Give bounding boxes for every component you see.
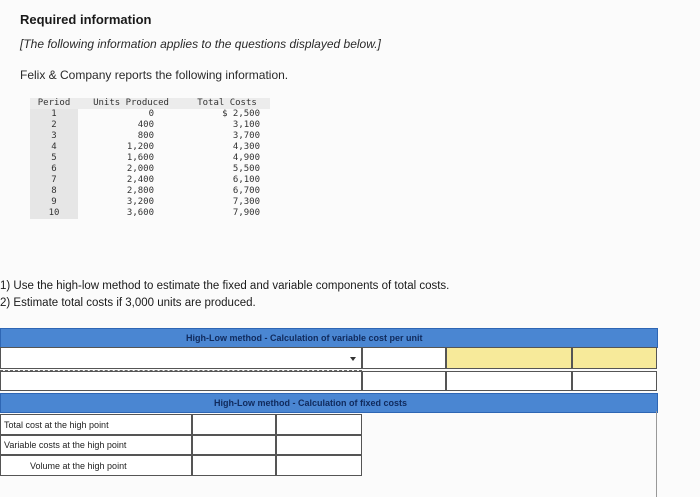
period-cell: 9 (30, 197, 78, 208)
fixed-cost-title: High-Low method - Calculation of fixed costs (214, 398, 408, 408)
units-cell: 2,000 (126, 164, 154, 174)
variable-row1-result-2[interactable] (572, 347, 657, 369)
chevron-down-icon[interactable] (350, 357, 356, 361)
col-header-period: Period (30, 98, 78, 109)
variable-row2-input[interactable] (362, 371, 446, 391)
variable-row1-result-1[interactable] (446, 347, 572, 369)
costs-cell: 6,100 (232, 175, 260, 185)
costs-cell: 7,900 (232, 208, 260, 218)
label-volume-high: Volume at the high point (30, 461, 127, 471)
question-1: 1) Use the high-low method to estimate the fixed and variable components of total costs. (0, 280, 450, 292)
units-cell: 3,200 (126, 197, 154, 207)
costs-cell: 6,700 (232, 186, 260, 196)
table-row (30, 175, 270, 186)
col-header-units: Units Produced (78, 98, 184, 109)
units-cell: 2,400 (126, 175, 154, 185)
units-cell: 800 (137, 131, 154, 141)
period-cell: 7 (30, 175, 78, 186)
variable-row1-input[interactable] (362, 347, 446, 369)
fixed-row1-input-1[interactable] (192, 414, 276, 435)
costs-cell: 4,900 (232, 153, 260, 163)
units-cell: 0 (148, 109, 154, 119)
costs-cell: 3,700 (232, 131, 260, 141)
costs-cell: 3,100 (232, 120, 260, 130)
question-2: 2) Estimate total costs if 3,000 units are produced. (0, 297, 256, 309)
units-cell: 1,200 (126, 142, 154, 152)
table-row (30, 164, 270, 175)
fixed-row2-input-1[interactable] (192, 435, 276, 455)
table-row (30, 208, 270, 219)
table-row (30, 120, 270, 131)
fixed-row2-input-2[interactable] (276, 435, 362, 455)
col-header-costs: Total Costs (184, 98, 270, 109)
fixed-row1-input-2[interactable] (276, 414, 362, 435)
costs-cell: 7,300 (232, 197, 260, 207)
table-row (30, 186, 270, 197)
period-cell: 8 (30, 186, 78, 197)
units-cell: 2,800 (126, 186, 154, 196)
units-cell: 3,600 (126, 208, 154, 218)
period-cell: 4 (30, 142, 78, 153)
units-cell: 400 (137, 120, 154, 130)
variable-row2-result-2[interactable] (572, 371, 657, 391)
page-title: Required information (20, 12, 152, 27)
period-cell: 3 (30, 131, 78, 142)
costs-cell: 4,300 (232, 142, 260, 152)
variable-row2-label[interactable] (0, 371, 362, 391)
table-row (30, 197, 270, 208)
variable-row1-label-select[interactable] (0, 347, 362, 369)
table-row (30, 142, 270, 153)
costs-cell: $ 2,500 (222, 109, 260, 119)
instruction-note: [The following information applies to the questions displayed below.] (20, 37, 381, 51)
units-cell: 1,600 (126, 153, 154, 163)
period-cell: 2 (30, 120, 78, 131)
label-variable-cost-high: Variable costs at the high point (4, 440, 127, 450)
label-total-cost-high: Total cost at the high point (4, 420, 109, 430)
costs-cell: 5,500 (232, 164, 260, 174)
variable-cost-title: High-Low method - Calculation of variable cost per unit (186, 333, 423, 343)
fixed-row3-input-2[interactable] (276, 455, 362, 476)
period-cell: 6 (30, 164, 78, 175)
intro-text: Felix & Company reports the following information. (20, 68, 289, 82)
fixed-row3-input-1[interactable] (192, 455, 276, 476)
right-border-line (656, 411, 657, 497)
period-cell: 10 (30, 208, 78, 219)
table-row (30, 153, 270, 164)
cost-data-table (30, 98, 270, 219)
table-row (30, 131, 270, 142)
variable-row2-result-1[interactable] (446, 371, 572, 391)
period-cell: 5 (30, 153, 78, 164)
period-cell: 1 (30, 109, 78, 120)
table-row (30, 109, 270, 120)
